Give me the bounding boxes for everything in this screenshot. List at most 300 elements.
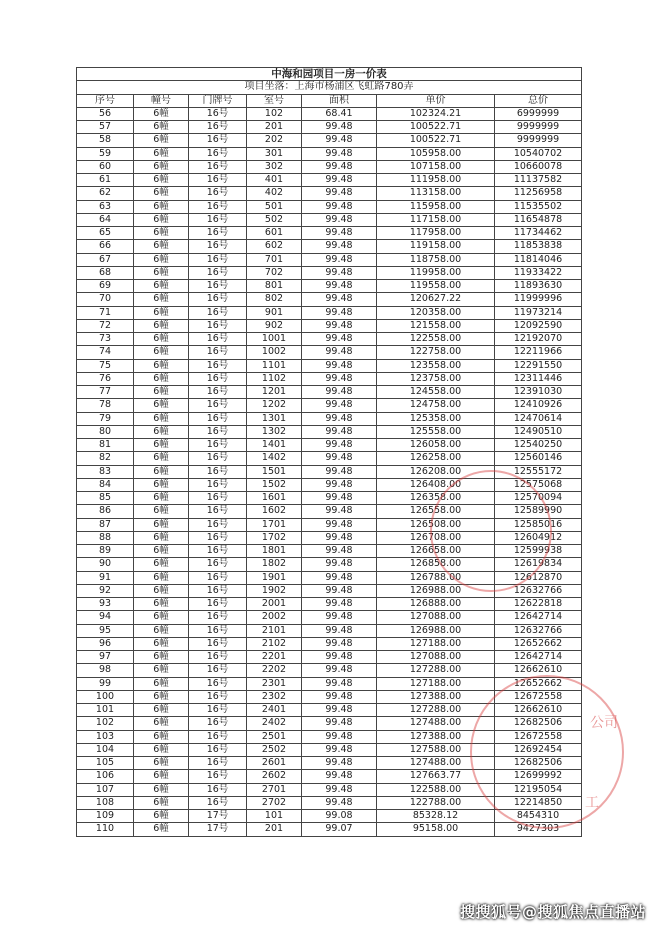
cell-building: 6幢: [134, 160, 189, 173]
cell-total-price: 12211966: [495, 346, 582, 359]
cell-index: 84: [77, 478, 134, 491]
table-row: [77, 213, 582, 226]
cell-door-number: 16号: [189, 677, 247, 690]
cell-area: 99.48: [302, 531, 377, 544]
table-row: [77, 704, 582, 717]
cell-door-number: 16号: [189, 240, 247, 253]
cell-door-number: 16号: [189, 121, 247, 134]
cell-area: 99.48: [302, 704, 377, 717]
cell-room: 102: [247, 107, 302, 120]
cell-total-price: 12092590: [495, 319, 582, 332]
cell-room: 201: [247, 823, 302, 836]
cell-index: 93: [77, 598, 134, 611]
cell-room: 1701: [247, 518, 302, 531]
cell-building: 6幢: [134, 134, 189, 147]
cell-area: 99.48: [302, 757, 377, 770]
cell-room: 1601: [247, 492, 302, 505]
cell-building: 6幢: [134, 452, 189, 465]
cell-total-price: 12632766: [495, 624, 582, 637]
cell-index: 83: [77, 465, 134, 478]
cell-total-price: 11814046: [495, 253, 582, 266]
cell-area: 99.48: [302, 505, 377, 518]
cell-unit-price: 126858.00: [377, 558, 495, 571]
cell-door-number: 16号: [189, 611, 247, 624]
cell-area: 68.41: [302, 107, 377, 120]
cell-door-number: 16号: [189, 717, 247, 730]
table-row: [77, 399, 582, 412]
table-row: [77, 690, 582, 703]
cell-building: 6幢: [134, 399, 189, 412]
cell-building: 6幢: [134, 386, 189, 399]
cell-total-price: 11137582: [495, 174, 582, 187]
cell-index: 67: [77, 253, 134, 266]
col-header-room: 室号: [247, 94, 302, 107]
cell-area: 99.48: [302, 187, 377, 200]
cell-unit-price: 124558.00: [377, 386, 495, 399]
cell-area: 99.48: [302, 121, 377, 134]
cell-room: 602: [247, 240, 302, 253]
cell-unit-price: 117958.00: [377, 227, 495, 240]
cell-area: 99.48: [302, 717, 377, 730]
cell-building: 6幢: [134, 717, 189, 730]
cell-building: 6幢: [134, 770, 189, 783]
table-row: [77, 160, 582, 173]
cell-index: 61: [77, 174, 134, 187]
cell-unit-price: 124758.00: [377, 399, 495, 412]
table-row: [77, 783, 582, 796]
table-row: [77, 359, 582, 372]
cell-unit-price: 122558.00: [377, 333, 495, 346]
cell-unit-price: 126988.00: [377, 624, 495, 637]
cell-total-price: 12622818: [495, 598, 582, 611]
cell-room: 902: [247, 319, 302, 332]
project-address: 项目坐落：上海市杨浦区飞虹路780弄: [77, 81, 582, 94]
cell-room: 201: [247, 121, 302, 134]
table-row: [77, 386, 582, 399]
cell-total-price: 12652662: [495, 637, 582, 650]
cell-door-number: 16号: [189, 134, 247, 147]
cell-building: 6幢: [134, 147, 189, 160]
cell-room: 2702: [247, 796, 302, 809]
cell-area: 99.48: [302, 465, 377, 478]
cell-index: 103: [77, 730, 134, 743]
cell-door-number: 16号: [189, 783, 247, 796]
cell-building: 6幢: [134, 757, 189, 770]
cell-area: 99.48: [302, 425, 377, 438]
cell-room: 1702: [247, 531, 302, 544]
cell-door-number: 16号: [189, 624, 247, 637]
cell-index: 108: [77, 796, 134, 809]
cell-index: 60: [77, 160, 134, 173]
col-header-total-price: 总价: [495, 94, 582, 107]
cell-building: 6幢: [134, 505, 189, 518]
cell-index: 86: [77, 505, 134, 518]
cell-total-price: 12560146: [495, 452, 582, 465]
cell-building: 6幢: [134, 306, 189, 319]
cell-room: 1102: [247, 372, 302, 385]
cell-door-number: 16号: [189, 425, 247, 438]
table-row: [77, 372, 582, 385]
cell-door-number: 16号: [189, 399, 247, 412]
cell-unit-price: 115958.00: [377, 200, 495, 213]
cell-room: 2402: [247, 717, 302, 730]
table-row: [77, 174, 582, 187]
table-row: [77, 531, 582, 544]
cell-unit-price: 121558.00: [377, 319, 495, 332]
cell-door-number: 16号: [189, 333, 247, 346]
cell-unit-price: 127588.00: [377, 743, 495, 756]
cell-index: 94: [77, 611, 134, 624]
cell-index: 101: [77, 704, 134, 717]
cell-room: 2002: [247, 611, 302, 624]
cell-index: 65: [77, 227, 134, 240]
cell-area: 99.48: [302, 743, 377, 756]
cell-building: 6幢: [134, 253, 189, 266]
cell-door-number: 16号: [189, 690, 247, 703]
cell-area: 99.48: [302, 293, 377, 306]
cell-door-number: 16号: [189, 346, 247, 359]
cell-total-price: 11256958: [495, 187, 582, 200]
cell-unit-price: 127288.00: [377, 704, 495, 717]
table-row: [77, 717, 582, 730]
cell-room: 501: [247, 200, 302, 213]
cell-index: 80: [77, 425, 134, 438]
cell-index: 104: [77, 743, 134, 756]
table-row: [77, 306, 582, 319]
cell-total-price: 11999996: [495, 293, 582, 306]
cell-index: 63: [77, 200, 134, 213]
cell-room: 2001: [247, 598, 302, 611]
cell-total-price: 12692454: [495, 743, 582, 756]
table-row: [77, 584, 582, 597]
cell-total-price: 9427303: [495, 823, 582, 836]
cell-area: 99.48: [302, 359, 377, 372]
cell-total-price: 9999999: [495, 121, 582, 134]
table-row: [77, 240, 582, 253]
cell-building: 6幢: [134, 478, 189, 491]
cell-area: 99.48: [302, 677, 377, 690]
cell-area: 99.48: [302, 796, 377, 809]
cell-door-number: 16号: [189, 664, 247, 677]
cell-door-number: 16号: [189, 160, 247, 173]
cell-room: 2502: [247, 743, 302, 756]
cell-unit-price: 117158.00: [377, 213, 495, 226]
cell-total-price: 12555172: [495, 465, 582, 478]
cell-area: 99.48: [302, 280, 377, 293]
cell-index: 69: [77, 280, 134, 293]
cell-unit-price: 111958.00: [377, 174, 495, 187]
cell-door-number: 16号: [189, 518, 247, 531]
table-row: [77, 664, 582, 677]
cell-total-price: 12391030: [495, 386, 582, 399]
table-row: [77, 730, 582, 743]
cell-door-number: 16号: [189, 439, 247, 452]
cell-unit-price: 127488.00: [377, 717, 495, 730]
cell-room: 401: [247, 174, 302, 187]
cell-unit-price: 126558.00: [377, 505, 495, 518]
cell-total-price: 12604912: [495, 531, 582, 544]
cell-room: 1301: [247, 412, 302, 425]
cell-area: 99.48: [302, 147, 377, 160]
cell-index: 89: [77, 545, 134, 558]
cell-total-price: 6999999: [495, 107, 582, 120]
cell-building: 6幢: [134, 412, 189, 425]
table-row: [77, 545, 582, 558]
cell-total-price: 12311446: [495, 372, 582, 385]
cell-building: 6幢: [134, 227, 189, 240]
cell-index: 75: [77, 359, 134, 372]
cell-unit-price: 123558.00: [377, 359, 495, 372]
cell-total-price: 12682506: [495, 717, 582, 730]
cell-room: 2602: [247, 770, 302, 783]
cell-door-number: 16号: [189, 266, 247, 279]
table-row: [77, 611, 582, 624]
cell-door-number: 16号: [189, 386, 247, 399]
cell-door-number: 16号: [189, 359, 247, 372]
cell-building: 6幢: [134, 319, 189, 332]
cell-area: 99.48: [302, 439, 377, 452]
cell-total-price: 12192070: [495, 333, 582, 346]
cell-building: 6幢: [134, 637, 189, 650]
cell-unit-price: 125558.00: [377, 425, 495, 438]
cell-building: 6幢: [134, 187, 189, 200]
cell-index: 79: [77, 412, 134, 425]
cell-area: 99.48: [302, 730, 377, 743]
cell-room: 1502: [247, 478, 302, 491]
cell-building: 6幢: [134, 240, 189, 253]
cell-index: 95: [77, 624, 134, 637]
cell-room: 702: [247, 266, 302, 279]
table-row: [77, 452, 582, 465]
cell-area: 99.48: [302, 160, 377, 173]
cell-room: 1501: [247, 465, 302, 478]
cell-unit-price: 126408.00: [377, 478, 495, 491]
cell-area: 99.48: [302, 518, 377, 531]
cell-building: 6幢: [134, 558, 189, 571]
cell-door-number: 16号: [189, 796, 247, 809]
source-watermark: 搜搜狐号@搜狐焦点直播站: [459, 903, 646, 921]
table-row: [77, 465, 582, 478]
cell-area: 99.48: [302, 227, 377, 240]
table-row: [77, 810, 582, 823]
cell-building: 6幢: [134, 730, 189, 743]
cell-total-price: 11933422: [495, 266, 582, 279]
cell-door-number: 16号: [189, 107, 247, 120]
cell-area: 99.48: [302, 492, 377, 505]
cell-total-price: 12599938: [495, 545, 582, 558]
cell-total-price: 12214850: [495, 796, 582, 809]
cell-area: 99.48: [302, 306, 377, 319]
cell-building: 6幢: [134, 598, 189, 611]
cell-unit-price: 100522.71: [377, 121, 495, 134]
table-row: [77, 107, 582, 120]
cell-door-number: 16号: [189, 637, 247, 650]
cell-area: 99.48: [302, 611, 377, 624]
cell-door-number: 16号: [189, 227, 247, 240]
cell-room: 1902: [247, 584, 302, 597]
cell-building: 6幢: [134, 425, 189, 438]
cell-building: 6幢: [134, 584, 189, 597]
cell-area: 99.48: [302, 664, 377, 677]
cell-room: 2302: [247, 690, 302, 703]
cell-unit-price: 120627.22: [377, 293, 495, 306]
cell-building: 6幢: [134, 571, 189, 584]
cell-unit-price: 126888.00: [377, 598, 495, 611]
cell-total-price: 12612870: [495, 571, 582, 584]
cell-total-price: 12652662: [495, 677, 582, 690]
cell-room: 1802: [247, 558, 302, 571]
cell-index: 70: [77, 293, 134, 306]
cell-building: 6幢: [134, 664, 189, 677]
cell-door-number: 16号: [189, 598, 247, 611]
cell-unit-price: 102324.21: [377, 107, 495, 120]
cell-area: 99.48: [302, 386, 377, 399]
table-row: [77, 200, 582, 213]
table-row: [77, 293, 582, 306]
cell-unit-price: 122588.00: [377, 783, 495, 796]
cell-door-number: 16号: [189, 253, 247, 266]
table-row: [77, 147, 582, 160]
cell-door-number: 16号: [189, 478, 247, 491]
cell-area: 99.48: [302, 134, 377, 147]
cell-room: 202: [247, 134, 302, 147]
col-header-door-number: 门牌号: [189, 94, 247, 107]
cell-room: 801: [247, 280, 302, 293]
cell-unit-price: 126708.00: [377, 531, 495, 544]
cell-area: 99.48: [302, 637, 377, 650]
cell-index: 96: [77, 637, 134, 650]
table-row: [77, 412, 582, 425]
table-row: [77, 677, 582, 690]
cell-unit-price: 126788.00: [377, 571, 495, 584]
cell-building: 6幢: [134, 372, 189, 385]
cell-room: 2501: [247, 730, 302, 743]
cell-door-number: 16号: [189, 584, 247, 597]
cell-index: 91: [77, 571, 134, 584]
cell-room: 1002: [247, 346, 302, 359]
cell-index: 72: [77, 319, 134, 332]
stamp-fragment-1: 工: [585, 795, 599, 811]
cell-unit-price: 127088.00: [377, 611, 495, 624]
cell-total-price: 12662610: [495, 664, 582, 677]
cell-building: 6幢: [134, 783, 189, 796]
cell-total-price: 12470614: [495, 412, 582, 425]
cell-building: 6幢: [134, 624, 189, 637]
cell-building: 6幢: [134, 677, 189, 690]
cell-total-price: 11893630: [495, 280, 582, 293]
cell-area: 99.48: [302, 213, 377, 226]
cell-door-number: 16号: [189, 465, 247, 478]
table-row: [77, 319, 582, 332]
cell-room: 101: [247, 810, 302, 823]
cell-index: 73: [77, 333, 134, 346]
cell-index: 76: [77, 372, 134, 385]
cell-building: 6幢: [134, 346, 189, 359]
cell-area: 99.48: [302, 240, 377, 253]
table-row: [77, 266, 582, 279]
cell-unit-price: 127188.00: [377, 637, 495, 650]
table-row: [77, 187, 582, 200]
cell-index: 66: [77, 240, 134, 253]
cell-index: 97: [77, 651, 134, 664]
cell-unit-price: 127088.00: [377, 651, 495, 664]
cell-door-number: 16号: [189, 571, 247, 584]
table-row: [77, 253, 582, 266]
cell-index: 98: [77, 664, 134, 677]
cell-total-price: 10540702: [495, 147, 582, 160]
table-row: [77, 505, 582, 518]
cell-room: 1302: [247, 425, 302, 438]
cell-index: 58: [77, 134, 134, 147]
cell-building: 6幢: [134, 704, 189, 717]
cell-total-price: 11535502: [495, 200, 582, 213]
cell-building: 6幢: [134, 492, 189, 505]
cell-area: 99.07: [302, 823, 377, 836]
table-row: [77, 425, 582, 438]
table-row: [77, 743, 582, 756]
cell-room: 302: [247, 160, 302, 173]
cell-area: 99.48: [302, 174, 377, 187]
table-row: [77, 134, 582, 147]
cell-building: 6幢: [134, 823, 189, 836]
cell-total-price: 11853838: [495, 240, 582, 253]
cell-index: 62: [77, 187, 134, 200]
cell-total-price: 11734462: [495, 227, 582, 240]
cell-area: 99.48: [302, 372, 377, 385]
cell-index: 87: [77, 518, 134, 531]
cell-room: 2202: [247, 664, 302, 677]
cell-building: 6幢: [134, 121, 189, 134]
cell-building: 6幢: [134, 796, 189, 809]
cell-building: 6幢: [134, 266, 189, 279]
cell-total-price: 12632766: [495, 584, 582, 597]
cell-total-price: 12589990: [495, 505, 582, 518]
cell-total-price: 12585016: [495, 518, 582, 531]
cell-index: 78: [77, 399, 134, 412]
cell-building: 6幢: [134, 333, 189, 346]
cell-area: 99.48: [302, 266, 377, 279]
cell-area: 99.48: [302, 333, 377, 346]
table-row: [77, 439, 582, 452]
table-row: [77, 121, 582, 134]
table-row: [77, 796, 582, 809]
cell-unit-price: 127388.00: [377, 690, 495, 703]
cell-area: 99.48: [302, 319, 377, 332]
cell-total-price: 8454310: [495, 810, 582, 823]
cell-total-price: 11654878: [495, 213, 582, 226]
cell-index: 107: [77, 783, 134, 796]
cell-total-price: 10660078: [495, 160, 582, 173]
table-row: [77, 757, 582, 770]
cell-total-price: 12682506: [495, 757, 582, 770]
cell-room: 1402: [247, 452, 302, 465]
cell-door-number: 16号: [189, 492, 247, 505]
cell-index: 102: [77, 717, 134, 730]
cell-unit-price: 122758.00: [377, 346, 495, 359]
cell-building: 6幢: [134, 531, 189, 544]
cell-room: 2701: [247, 783, 302, 796]
cell-unit-price: 120358.00: [377, 306, 495, 319]
cell-unit-price: 122788.00: [377, 796, 495, 809]
cell-door-number: 16号: [189, 306, 247, 319]
cell-building: 6幢: [134, 107, 189, 120]
cell-building: 6幢: [134, 743, 189, 756]
cell-door-number: 16号: [189, 174, 247, 187]
cell-unit-price: 85328.12: [377, 810, 495, 823]
cell-total-price: 12672558: [495, 690, 582, 703]
table-row: [77, 571, 582, 584]
cell-index: 74: [77, 346, 134, 359]
